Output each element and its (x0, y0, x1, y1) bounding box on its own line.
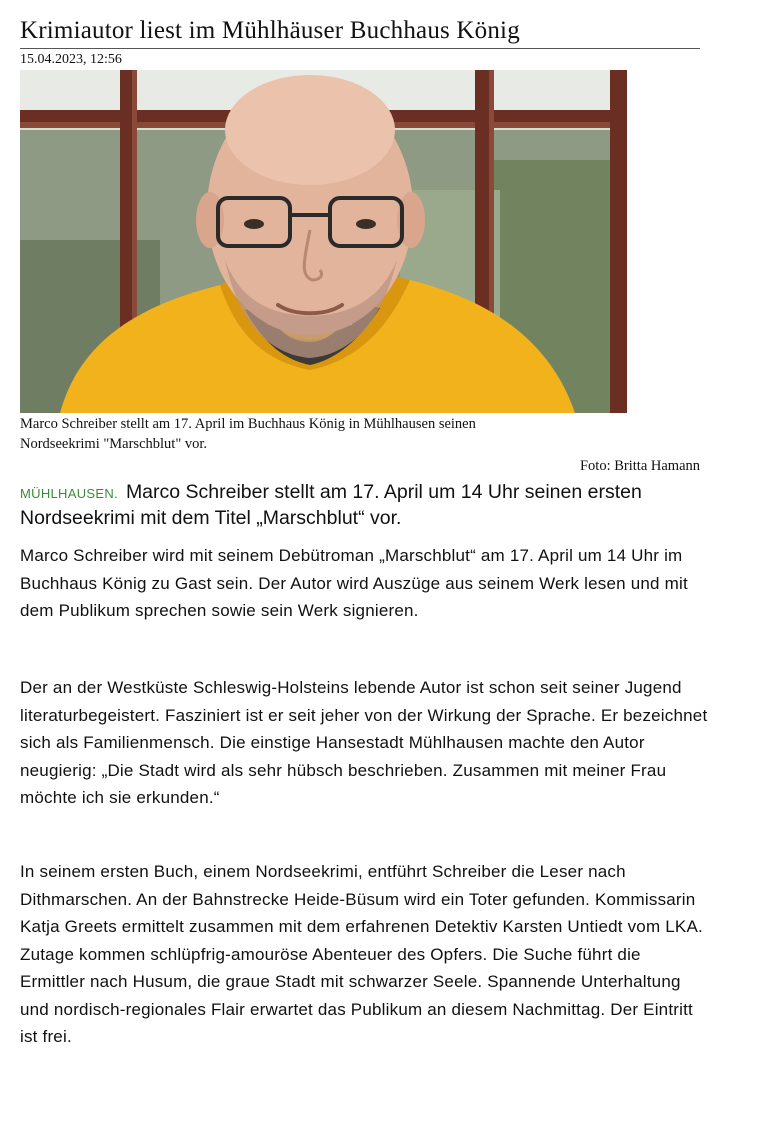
photo-caption (20, 414, 700, 454)
article-lead (20, 480, 710, 531)
photo-caption-line2: Nordseekrimi "Marschblut" vor. (20, 436, 208, 452)
photo-credit: Foto: Britta Hamann (579, 458, 700, 474)
paragraph-1: Marco Schreiber wird mit seinem Debütroman „Marschblut“ am 17. April um 14 Uhr im Buchhaus König zu Gast sein. Der Autor wird Auszüge aus seinem Werk lesen und mit dem Publikum sprechen sowie sein Werk signieren. (20, 546, 688, 620)
article-date: 15.04.2023, 12:56 (20, 52, 122, 67)
article-headline: Krimiautor liest im Mühlhäuser Buchhaus König (20, 16, 700, 49)
paragraph-2: Der an der Westküste Schleswig-Holsteins lebende Autor ist schon seit seiner Jugend literaturbegeistert. Fasziniert ist er seit jeher von der Wirkung der Sprache. Er bezeichnet sich als Familienmensch. Die einstige Hansestadt Mühlhausen machte den Autor neugierig: „Die Stadt wird als sehr hübsch beschrieben. Zusammen mit meiner Frau möchte ich sie erkunden.“ (20, 678, 708, 807)
paragraph-3: In seinem ersten Buch, einem Nordseekrimi, entführt Schreiber die Leser nach Dithmarschen. An der Bahnstrecke Heide-Büsum wird ein Toter gefunden. Kommissarin Katja Greets ermittelt zusammen mit dem erfahrenen Detektiv Karsten Untiedt vom LKA. Zutage kommen schlüpfrig-amouröse Abenteuer des Opfers. Die Suche führt die Ermittler nach Husum, die graue Stadt mit schwarzer Seele. Spannende Unterhaltung und nordisch-regionales Flair erwartet das Publikum an diesem Nachmittag. Der Eintritt ist frei. (20, 862, 703, 1046)
lead-text: Marco Schreiber stellt am 17. April um 14 Uhr seinen ersten Nordseekrimi mit dem Titel „Marschblut“ vor. (20, 481, 642, 529)
author-photo (20, 70, 627, 413)
photo-caption-line1: Marco Schreiber stellt am 17. April im Buchhaus König in Mühlhausen seinen (20, 416, 476, 432)
location-label: MÜHLHAUSEN. (20, 486, 118, 501)
